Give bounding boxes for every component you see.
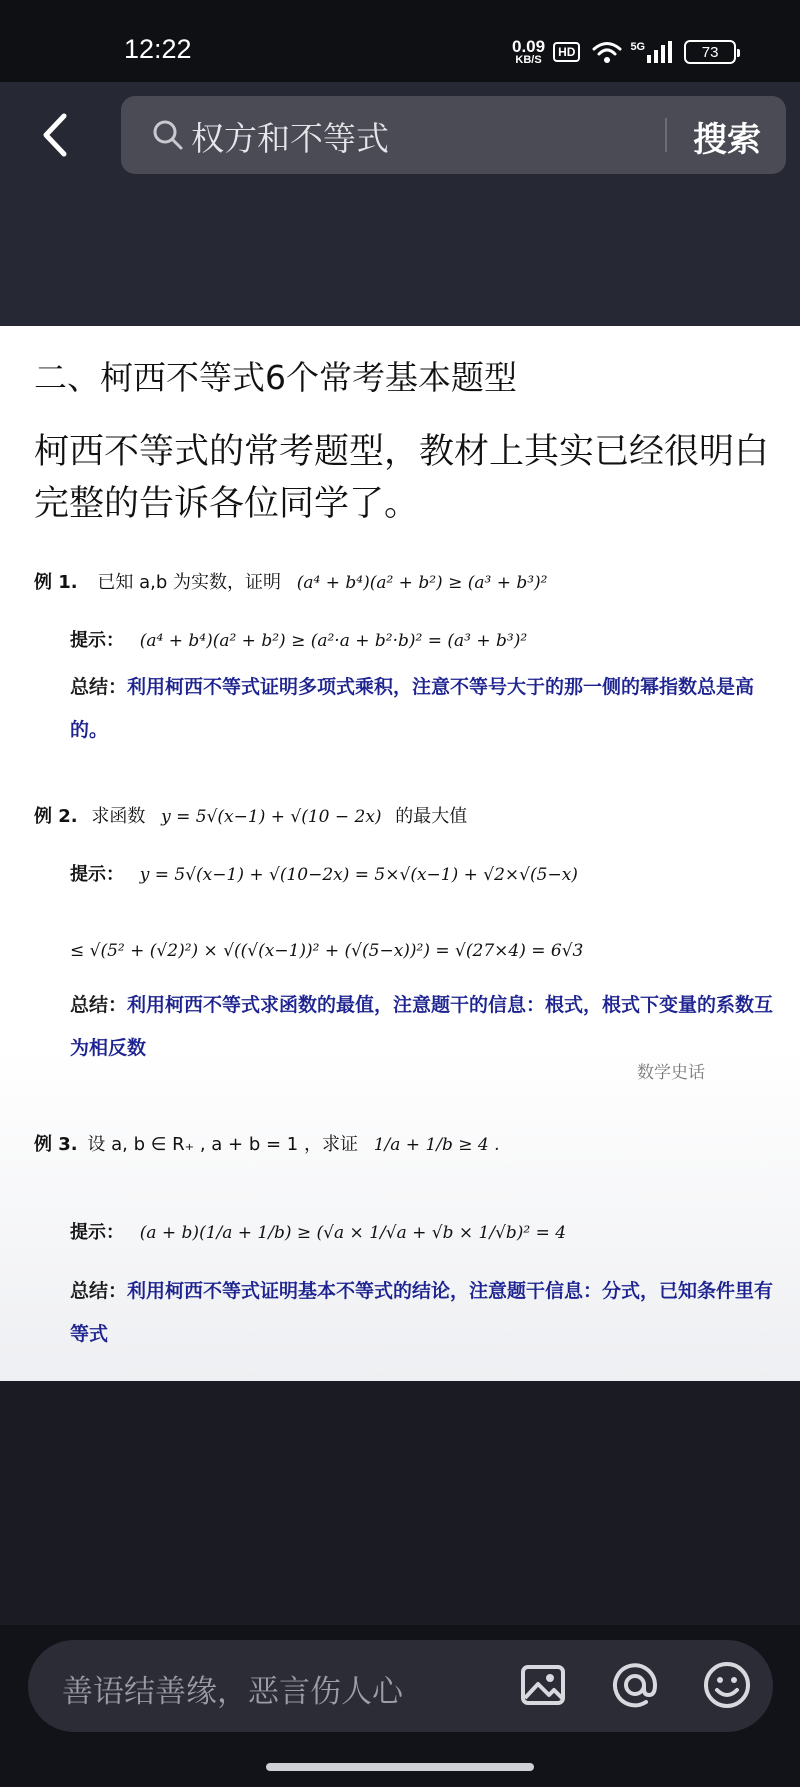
emoji-icon[interactable] [700,1658,754,1712]
example-2-summary-text: 利用柯西不等式求函数的最值，注意题干的信息：根式，根式下变量的系数互为相反数 [70,994,774,1059]
example-3-formula: 1/a + 1/b ≥ 4 . [373,1135,500,1155]
example-1-summary [70,666,780,752]
example-2-text: 求函数 [91,806,146,827]
example-2-hint-line2 [70,940,583,961]
search-button[interactable]: 搜索 [693,120,761,160]
example-3-hint-label: 提示： [70,1222,124,1243]
example-1-formula: (a⁴ + b⁴)(a² + b²) ≥ (a³ + b³)² [296,573,548,593]
example-1-hint-formula: (a⁴ + b⁴)(a² + b²) ≥ (a²·a + b²·b)² = (a³ + b³)² [139,631,528,651]
network-speed [512,38,545,66]
home-indicator [266,1763,534,1771]
example-3-label: 例 3. [34,1134,78,1155]
example-1-hint [70,626,527,652]
search-box[interactable] [121,96,786,174]
example-2 [34,802,467,828]
example-1-summary-text: 利用柯西不等式证明多项式乘积，注意不等号大于的那一侧的幂指数总是高的。 [70,676,755,741]
article-heading: 二、柯西不等式6个常考基本题型 [34,358,517,397]
example-2-hint [70,860,578,886]
battery-level: 73 [701,43,719,61]
comment-input[interactable]: 善语结善缘，恶言伤人心 [62,1674,403,1710]
article-lead: 柯西不等式的常考题型，教材上其实已经很明白完整的告诉各位同学了。 [34,432,770,524]
network-type: 5G [630,41,646,53]
example-1-label: 例 1. [34,572,78,593]
example-1 [34,568,548,594]
example-3 [34,1130,500,1156]
battery-icon [684,40,736,64]
status-icons [512,36,736,68]
example-3-text: 设 a, b ∈ R₊ , a + b = 1 ，求证 [87,1134,358,1155]
example-2-formula: y = 5√(x−1) + √(10 − 2x) [161,807,382,827]
wifi-icon [592,40,622,64]
search-icon [151,118,185,152]
example-1-hint-label: 提示： [70,630,124,651]
watermark: 数学史话 [637,1063,705,1083]
image-icon[interactable] [516,1658,570,1712]
example-2-summary-label: 总结： [70,994,128,1016]
example-3-summary-text: 利用柯西不等式证明基本不等式的结论，注意题干信息：分式，已知条件里有等式 [70,1280,774,1345]
example-3-summary-label: 总结： [70,1280,128,1302]
example-3-summary [70,1270,780,1356]
example-2-label: 例 2. [34,806,78,827]
example-1-summary-label: 总结： [70,676,128,698]
at-icon[interactable] [608,1658,662,1712]
status-bar [0,0,800,82]
search-input[interactable]: 权方和不等式 [191,119,389,158]
status-time: 12:22 [124,34,192,64]
example-3-hint [70,1218,566,1244]
comment-box[interactable] [28,1640,773,1732]
example-3-hint-formula: (a + b)(1/a + 1/b) ≥ (√a × 1/√a + √b × 1/√b)² = 4 [139,1223,567,1243]
example-2-hint-formula-2: ≤ √(5² + (√2)²) × √((√(x−1))² + (√(5−x))²) = √(27×4) = 6√3 [70,941,584,961]
network-speed-unit: KB/S [515,54,542,66]
article-image [0,326,800,1381]
hd-badge: HD [553,42,580,62]
network-speed-value: 0.09 [512,37,546,56]
example-1-text: 已知 a,b 为实数，证明 [97,572,281,593]
example-2-hint-formula: y = 5√(x−1) + √(10−2x) = 5×√(x−1) + √2×√(5−x) [139,865,578,885]
search-divider [665,118,667,152]
example-2-hint-label: 提示： [70,864,124,885]
example-2-text-after: 的最大值 [395,806,468,827]
cellular-signal-icon [630,41,672,63]
back-arrow-icon[interactable] [36,110,76,160]
